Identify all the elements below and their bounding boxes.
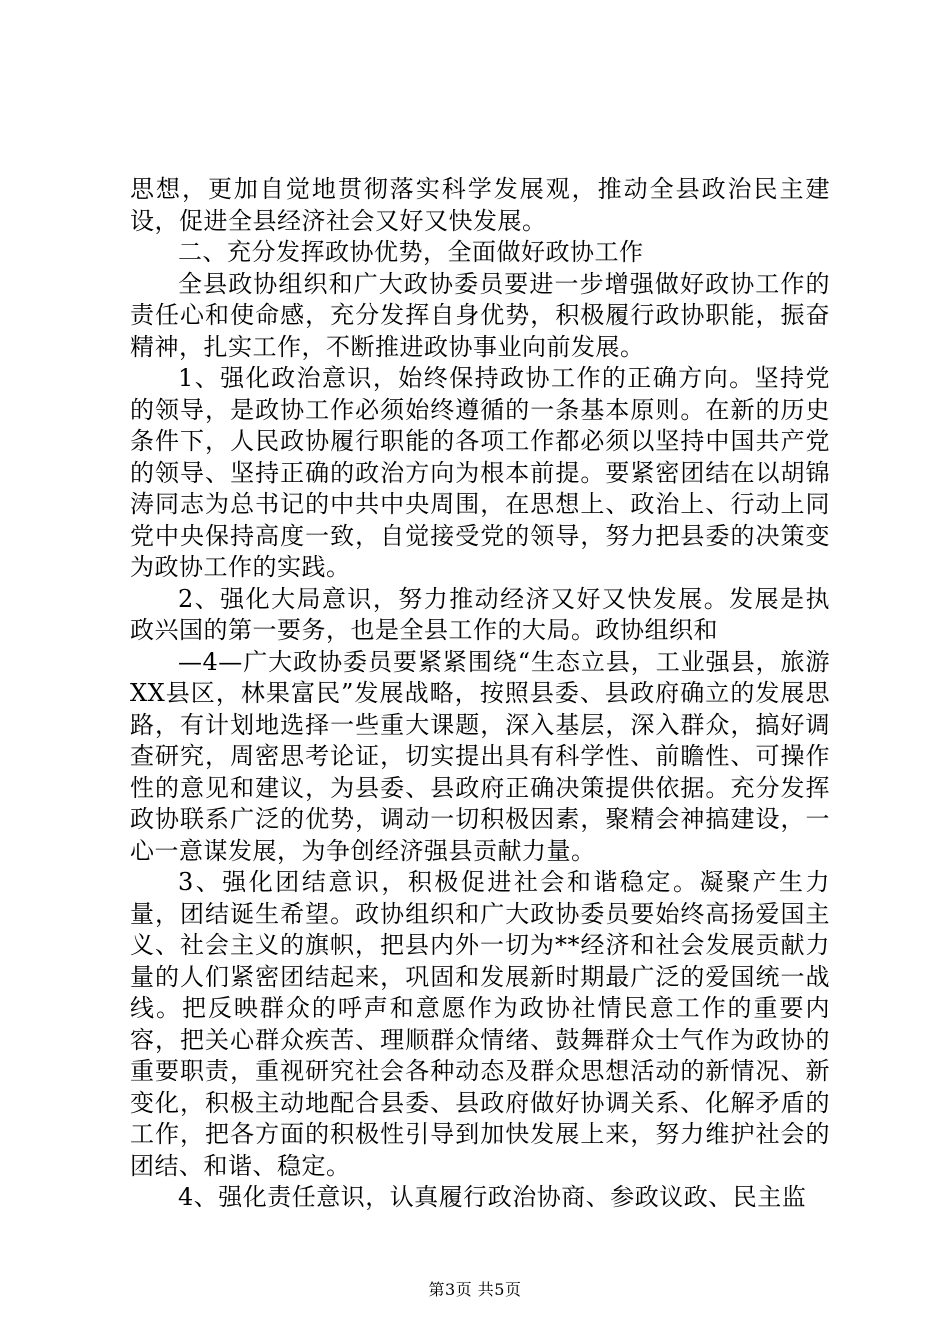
paragraph: 1、强化政治意识，始终保持政协工作的正确方向。坚持党的领导，是政协工作必须始终遵循的一条基本原则。在新的历史条件下，人民政协履行职能的各项工作都必须以坚持中国共产党的领导、坚持正确的政治方向为根本前提。要紧密团结在以胡锦涛同志为总书记的中共中央周围，在思想上、政治上、行动上同党中央保持高度一致，自觉接受党的领导，努力把县委的决策变为政协工作的实践。: [130, 364, 830, 581]
paragraph: —4—广大政协委员要紧紧围绕“生态立县，工业强县，旅游XX县区，林果富民”发展战略，按照县委、县政府确立的发展思路，有计划地选择一些重大课题，深入基层，深入群众，搞好调查研究，周密思考论证，切实提出具有科学性、前瞻性、可操作性的意见和建议，为县委、县政府正确决策提供依据。充分发挥政协联系广泛的优势，调动一切积极因素，聚精会神搞建设，一心一意谋发展，为争创经济强县贡献力量。: [130, 647, 830, 865]
paragraph: 全县政协组织和广大政协委员要进一步增强做好政协工作的责任心和使命感，充分发挥自身优势，积极履行政协职能，振奋精神，扎实工作，不断推进政协事业向前发展。: [130, 269, 830, 361]
paragraph: 4、强化责任意识，认真履行政治协商、参政议政、民主监: [178, 1183, 807, 1211]
paragraph: 3、强化团结意识，积极促进社会和谐稳定。凝聚产生力量，团结诞生希望。政协组织和广大政协委员要始终高扬爱国主义、社会主义的旗帜，把县内外一切为**经济和社会发展贡献力量的人们紧密团结起来，巩固和发展新时期最广泛的爱国统一战线。把反映群众的呼声和意愿作为政协社情民意工作的重要内容，把关心群众疾苦、理顺群众情绪、鼓舞群众士气作为政协的重要职责，重视研究社会各种动态及群众思想活动的新情况、新变化，积极主动地配合县委、县政府做好协调关系、化解矛盾的工作，把各方面的积极性引导到加快发展上来，努力维护社会的团结、和谐、稳定。: [130, 868, 830, 1180]
page-number-footer: 第3页 共5页: [428, 1280, 522, 1299]
document-body: [130, 174, 830, 1214]
paragraph: 2、强化大局意识，努力推动经济又好又快发展。发展是执政兴国的第一要务，也是全县工作的大局。政协组织和: [130, 584, 830, 644]
section-heading: 二、充分发挥政协优势，全面做好政协工作: [178, 238, 644, 266]
paragraph: 思想，更加自觉地贯彻落实科学发展观，推动全县政治民主建设，促进全县经济社会又好又快发展。: [130, 175, 830, 235]
